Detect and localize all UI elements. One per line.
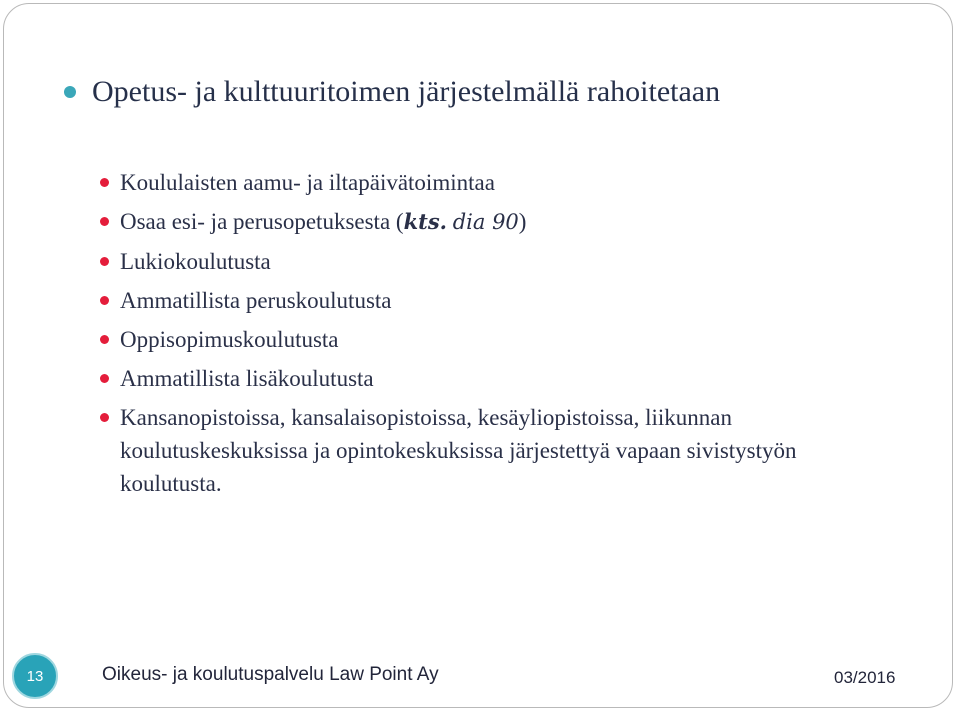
list-item [100, 323, 890, 356]
title-text: Opetus- ja kulttuuritoimen järjestelmällä rahoitetaan [92, 75, 721, 108]
list-item-text: Koululaisten aamu- ja iltapäivätoimintaa [120, 170, 495, 195]
footer-organization: Oikeus- ja koulutuspalvelu Law Point Ay [102, 664, 439, 685]
list-item-text: Osaa esi- ja perusopetuksesta ( [120, 209, 404, 234]
footer-date: 03/2016 [834, 668, 896, 687]
funding-list [100, 166, 890, 506]
bullet-icon [100, 178, 109, 187]
list-item-text: Kansanopistoissa, kansalaisopistoissa, kesäyliopistoissa, liikunnan koulutuskeskuksissa ja opintokeskuksissa järjestettyä vapaan sivistystyön koulutusta. [120, 405, 797, 496]
list-item-text: Oppisopimuskoulutusta [120, 327, 339, 352]
bullet-icon [100, 217, 109, 226]
page-number-badge [12, 653, 58, 699]
list-item [100, 284, 890, 317]
list-item [100, 166, 890, 199]
bullet-icon [100, 296, 109, 305]
bullet-icon [100, 257, 109, 266]
list-item-text: Ammatillista peruskoulutusta [120, 288, 392, 313]
title-bullet-icon [64, 86, 76, 98]
list-item [100, 401, 890, 500]
bullet-icon [100, 374, 109, 383]
list-item [100, 205, 890, 239]
bullet-icon [100, 413, 109, 422]
reference-kts: kts. [403, 209, 447, 234]
page-number: 13 [26, 667, 44, 685]
list-item-text: Ammatillista lisäkoulutusta [120, 366, 374, 391]
list-item [100, 245, 890, 278]
list-item-text: Lukiokoulutusta [120, 249, 271, 274]
reference-close: ) [518, 209, 527, 234]
list-item [100, 362, 890, 395]
bullet-icon [100, 335, 109, 344]
reference-dia: dia 90 [452, 210, 519, 234]
